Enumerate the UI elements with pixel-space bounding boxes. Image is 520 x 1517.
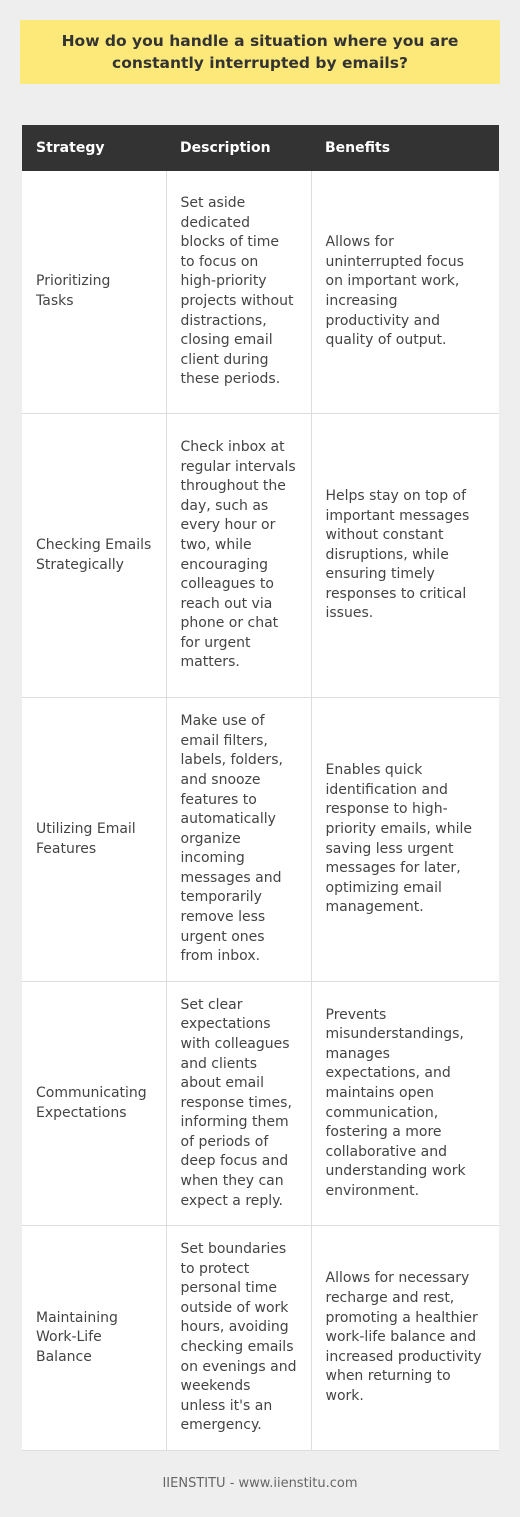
description-cell: Set clear expectations with colleagues and clients about email response times, informing them of periods of deep focus and when they can expect a reply. [166,982,311,1226]
strategy-cell: Prioritizing Tasks [22,171,166,414]
benefits-cell: Enables quick identification and response to high-priority emails, while saving less urgent messages for later, optimizing email management. [311,698,499,982]
strategy-cell: Utilizing Email Features [22,698,166,982]
page-title: How do you handle a situation where you are constantly interrupted by emails? [61,32,459,72]
description-cell: Set boundaries to protect personal time outside of work hours, avoiding checking emails on evenings and weekends unless it's an emergency. [166,1226,311,1451]
strategy-cell: Checking Emails Strategically [22,414,166,698]
benefits-cell: Prevents misunderstandings, manages expectations, and maintains open communication, fostering a more collaborative and understanding work environment. [311,982,499,1226]
description-cell: Check inbox at regular intervals throughout the day, such as every hour or two, while encouraging colleagues to reach out via phone or chat for urgent matters. [166,414,311,698]
strategy-cell: Maintaining Work-Life Balance [22,1226,166,1451]
header-strategy: Strategy [22,125,166,171]
table-row [22,171,499,414]
benefits-cell: Helps stay on top of important messages without constant disruptions, while ensuring timely responses to critical issues. [311,414,499,698]
description-cell: Make use of email filters, labels, folders, and snooze features to automatically organize incoming messages and temporarily remove less urgent ones from inbox. [166,698,311,982]
table-header-row [22,125,499,171]
benefits-cell: Allows for uninterrupted focus on important work, increasing productivity and quality of output. [311,171,499,414]
table-row [22,698,499,982]
table-row [22,982,499,1226]
strategy-cell: Communicating Expectations [22,982,166,1226]
benefits-cell: Allows for necessary recharge and rest, promoting a healthier work-life balance and increased productivity when returning to work. [311,1226,499,1451]
table-row [22,414,499,698]
footer-credit: IIENSTITU - www.iienstitu.com [162,1476,358,1491]
description-cell: Set aside dedicated blocks of time to focus on high-priority projects without distractions, closing email client during these periods. [166,171,311,414]
strategy-table [22,125,499,1451]
title-banner [20,20,500,84]
header-description: Description [166,125,311,171]
header-benefits: Benefits [311,125,499,171]
table-row [22,1226,499,1451]
